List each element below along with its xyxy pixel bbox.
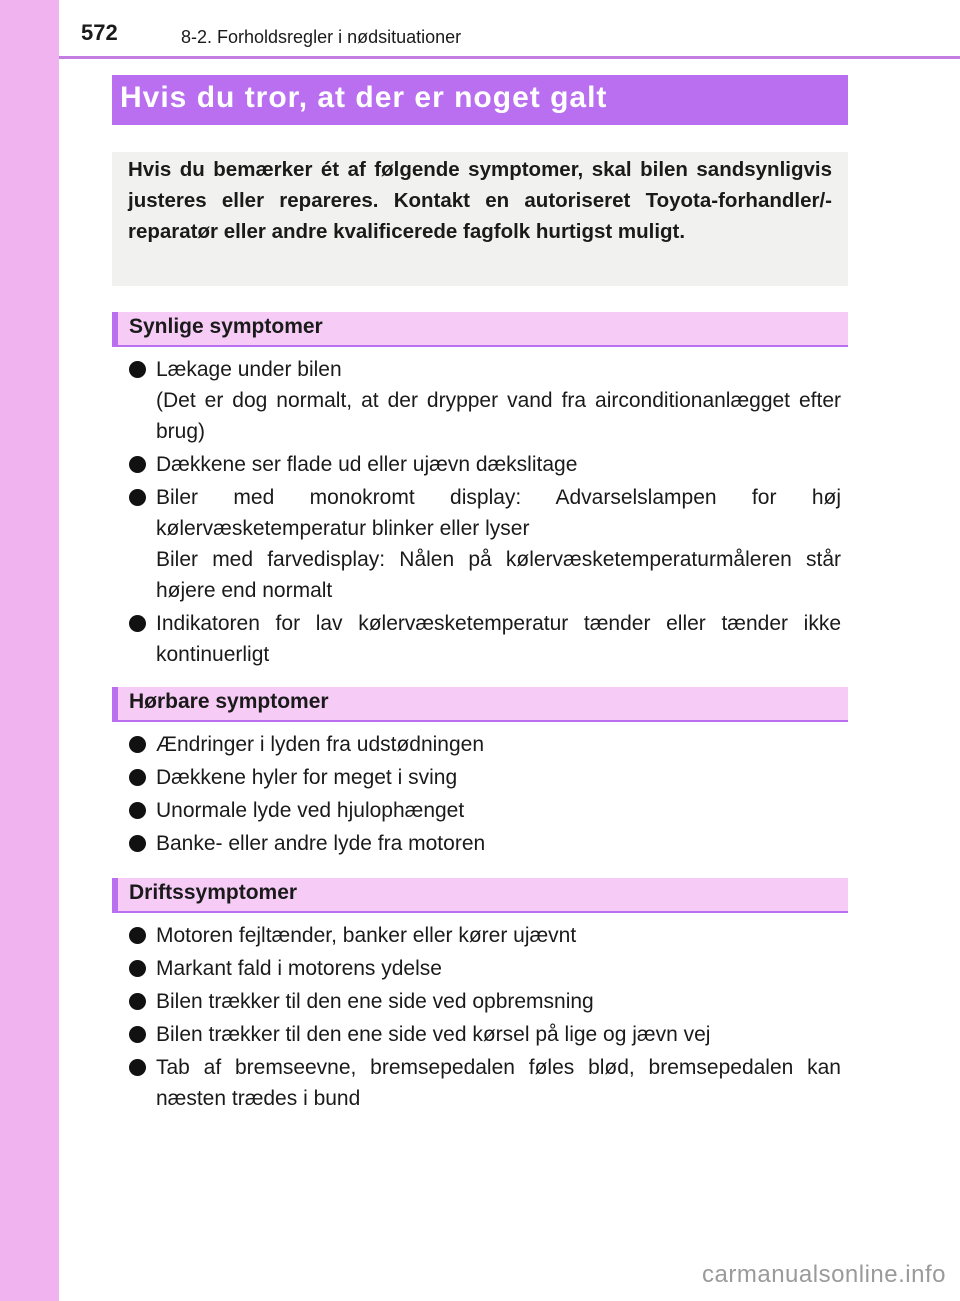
page-title: Hvis du tror, at der er noget galt <box>112 75 848 125</box>
bullet-list-visible <box>128 354 841 672</box>
bullet-icon <box>129 736 146 753</box>
chapter-title: 8-2. Forholdsregler i nødsituationer <box>181 27 462 47</box>
list-item <box>128 986 841 1017</box>
bullet-icon <box>129 1059 146 1076</box>
list-item <box>128 608 841 670</box>
list-item <box>128 1052 841 1114</box>
bullet-icon <box>129 489 146 506</box>
item-text: Lækage under bilen <box>156 358 342 381</box>
section-heading-audible: Hørbare symptomer <box>112 687 848 722</box>
item-text: (Det er dog normalt, at der drypper vand fra airconditionanlægget efter brug) <box>156 389 841 443</box>
list-item <box>128 1019 841 1050</box>
bullet-icon <box>129 802 146 819</box>
bullet-icon <box>129 993 146 1010</box>
bullet-icon <box>129 361 146 378</box>
bullet-icon <box>129 769 146 786</box>
list-item <box>128 449 841 480</box>
list-item <box>128 920 841 951</box>
item-text: Dækkene ser flade ud eller ujævn dækslitage <box>156 453 578 476</box>
item-text: Bilen trækker til den ene side ved opbremsning <box>156 990 594 1013</box>
item-text: Ændringer i lyden fra udstødningen <box>156 733 485 756</box>
watermark: carmanualsonline.info <box>702 1261 946 1288</box>
section-heading-visible: Synlige symptomer <box>112 312 848 347</box>
side-strip <box>0 0 59 1301</box>
bullet-icon <box>129 960 146 977</box>
item-text: Tab af bremseevne, bremsepedalen føles blød, bremsepedalen kan næsten trædes i bund <box>156 1056 841 1110</box>
list-item <box>128 729 841 760</box>
intro-box <box>112 152 848 286</box>
item-text: Biler med monokromt display: Advarselslampen for høj kølervæsketemperatur blinker eller lyser <box>156 486 841 540</box>
item-text: Dækkene hyler for meget i sving <box>156 766 458 789</box>
item-text: Motoren fejltænder, banker eller kører ujævnt <box>156 924 577 947</box>
list-item <box>128 828 841 859</box>
item-text: Bilen trækker til den ene side ved kørsel på lige og jævn vej <box>156 1023 711 1046</box>
bullet-icon <box>129 1026 146 1043</box>
bullet-icon <box>129 835 146 852</box>
section-heading-operational: Driftssymptomer <box>112 878 848 913</box>
item-text: Markant fald i motorens ydelse <box>156 957 442 980</box>
list-item <box>128 762 841 793</box>
page-number: 572 <box>81 20 118 45</box>
item-text: Indikatoren for lav kølervæsketemperatur tænder eller tænder ikke kontinuerligt <box>156 612 841 666</box>
bullet-icon <box>129 456 146 473</box>
list-item <box>128 795 841 826</box>
bullet-list-audible <box>128 729 841 861</box>
header-divider <box>59 56 960 59</box>
list-item <box>128 354 841 447</box>
item-text: Banke- eller andre lyde fra motoren <box>156 832 486 855</box>
list-item <box>128 953 841 984</box>
item-text: Unormale lyde ved hjulophænget <box>156 799 465 822</box>
bullet-icon <box>129 927 146 944</box>
bullet-list-operational <box>128 920 841 1116</box>
bullet-icon <box>129 615 146 632</box>
intro-text: Hvis du bemærker ét af følgende symptomer, skal bilen sandsynligvis justeres eller repareres. Kontakt en autoriseret Toyota-forhandler/-reparatør eller andre kvalificerede fagfolk hurtigst muligt. <box>128 158 832 243</box>
item-text: Biler med farvedisplay: Nålen på kølervæsketemperaturmåleren står højere end normalt <box>156 548 841 602</box>
list-item <box>128 482 841 606</box>
